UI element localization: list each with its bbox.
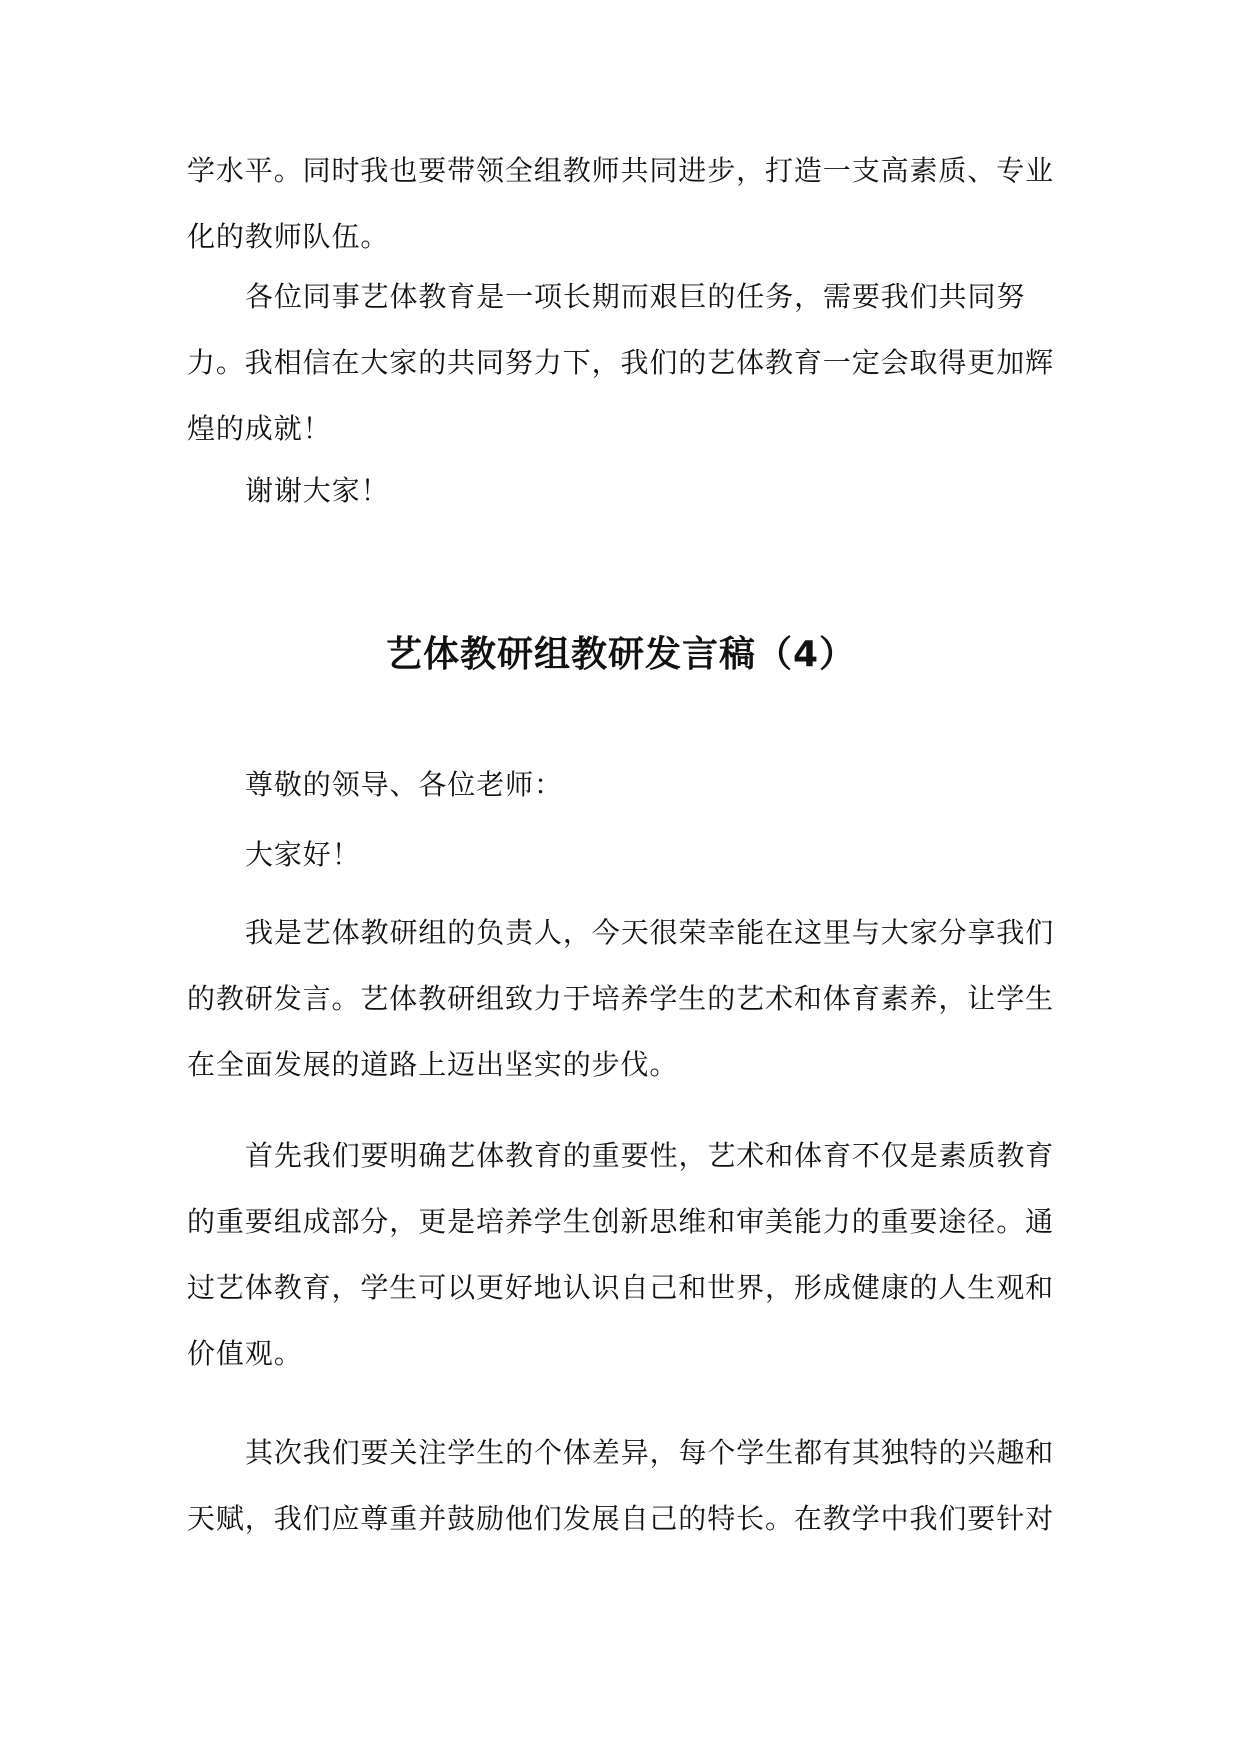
paragraph-individual-differences: 其次我们要关注学生的个体差异，每个学生都有其独特的兴趣和天赋，我们应尊重并鼓励他们发展自己的特长。在教学中我们要针对 <box>187 1436 1055 1535</box>
paragraph-importance: 首先我们要明确艺体教育的重要性，艺术和体育不仅是素质教育的重要组成部分，更是培养学生创新思维和审美能力的重要途径。通过艺体教育，学生可以更好地认识自己和世界，形成健康的人生观和价值观。 <box>187 1139 1055 1370</box>
salutation: 尊敬的领导、各位老师： <box>245 768 563 801</box>
greeting: 大家好！ <box>245 838 361 871</box>
paragraph-thanks: 谢谢大家！ <box>245 474 390 507</box>
paragraph-closing: 各位同事艺体教育是一项长期而艰巨的任务，需要我们共同努力。我相信在大家的共同努力下，我们的艺体教育一定会取得更加辉煌的成就！ <box>187 280 1055 445</box>
section-title: 艺体教研组教研发言稿（4） <box>385 634 857 675</box>
document-page <box>187 0 1055 1754</box>
paragraph-continued: 学水平。同时我也要带领全组教师共同进步，打造一支高素质、专业化的教师队伍。 <box>187 154 1055 253</box>
paragraph-intro: 我是艺体教研组的负责人，今天很荣幸能在这里与大家分享我们的教研发言。艺体教研组致力于培养学生的艺术和体育素养，让学生在全面发展的道路上迈出坚实的步伐。 <box>187 916 1055 1081</box>
